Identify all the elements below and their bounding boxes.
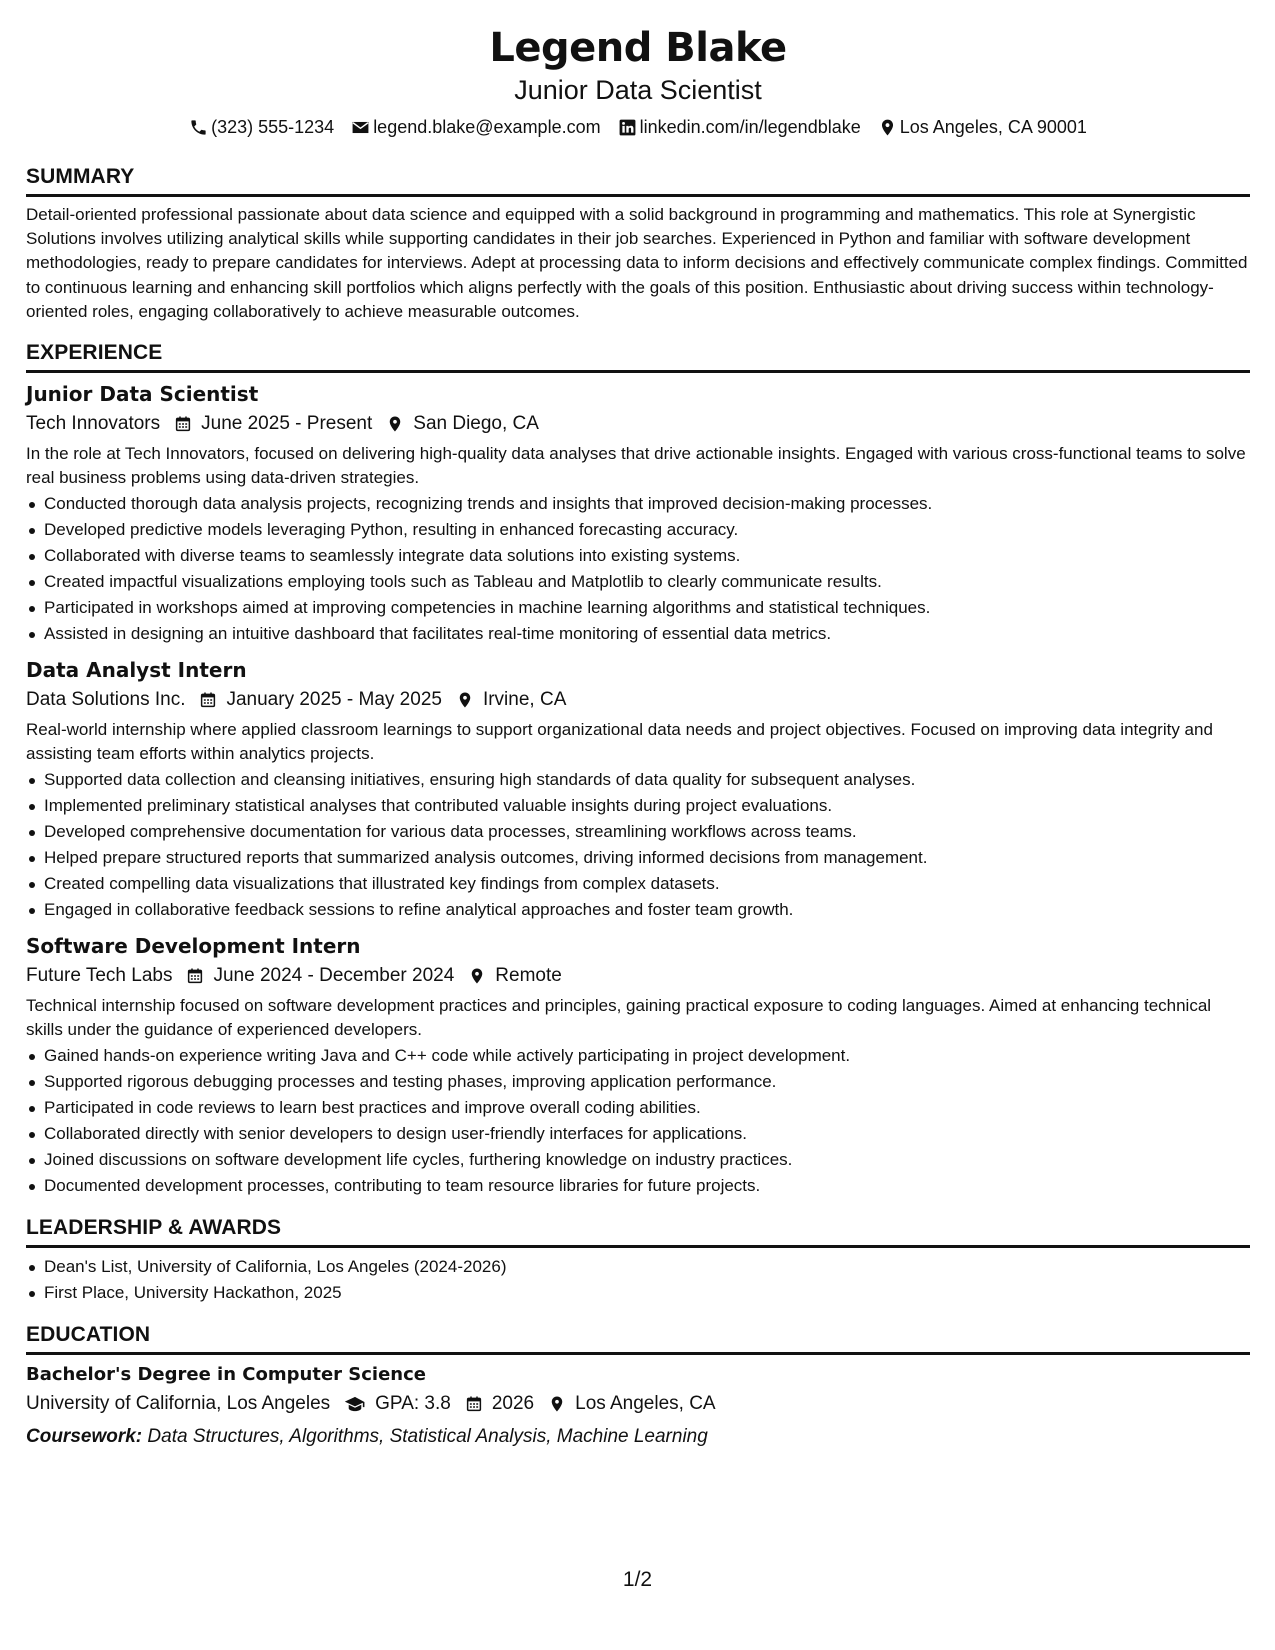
list-item: Participated in code reviews to learn best practices and improve overall coding abilities. [26, 1095, 1250, 1121]
list-item: Engaged in collaborative feedback sessions to refine analytical approaches and foster team growth. [26, 897, 1250, 923]
awards-list [26, 1254, 1250, 1306]
section-divider [26, 1245, 1250, 1248]
list-item: Participated in workshops aimed at improving competencies in machine learning algorithms and statistical techniques. [26, 595, 1250, 621]
job-description: In the role at Tech Innovators, focused on delivering high-quality data analyses that drive actionable insights. Engaged with various cross-functional teams to solve real business problems using data-driven strategies. [26, 444, 1246, 488]
coursework-list: Data Structures, Algorithms, Statistical Analysis, Machine Learning [147, 1426, 708, 1448]
candidate-name: Legend Blake [489, 25, 787, 71]
list-item: Created compelling data visualizations that illustrated key findings from complex datasets. [26, 871, 1250, 897]
list-item: Developed predictive models leveraging Python, resulting in enhanced forecasting accuracy. [26, 517, 1250, 543]
map-pin-icon [386, 415, 404, 433]
list-item: Gained hands-on experience writing Java and C++ code while actively participating in project development. [26, 1043, 1250, 1069]
school-name: University of California, Los Angeles [26, 1393, 331, 1415]
job-location: Irvine, CA [482, 689, 567, 711]
job-entry-2 [26, 655, 1250, 923]
contact-phone-text: (323) 555-1234 [211, 117, 335, 137]
list-item: Collaborated directly with senior developers to design user-friendly interfaces for applications. [26, 1121, 1250, 1147]
experience-section [26, 338, 1250, 1199]
leadership-section [26, 1213, 1250, 1306]
job-description: Technical internship focused on software development practices and principles, gaining practical exposure to coding languages. Aimed at enhancing technical skills under the guidance of experienced developers. [26, 996, 1212, 1040]
section-title-summary: SUMMARY [26, 165, 135, 188]
section-divider [26, 194, 1250, 197]
list-item: Helped prepare structured reports that summarized analysis outcomes, driving informed decisions from management. [26, 845, 1250, 871]
graduation-year: 2026 [491, 1393, 535, 1415]
job-title: Data Analyst Intern [26, 658, 247, 683]
list-item: Documented development processes, contributing to team resource libraries for future projects. [26, 1173, 1250, 1199]
section-divider [26, 370, 1250, 373]
job-bullets [26, 767, 1250, 923]
list-item: Joined discussions on software development life cycles, furthering knowledge on industry practices. [26, 1147, 1250, 1173]
map-pin-icon [548, 1395, 566, 1413]
section-divider [26, 1352, 1250, 1355]
graduation-cap-icon [344, 1395, 366, 1413]
coursework-label: Coursework: [26, 1426, 143, 1448]
list-item: Conducted thorough data analysis projects, recognizing trends and insights that improved decision-making processes. [26, 491, 1250, 517]
job-entry-1 [26, 379, 1250, 647]
job-title: Junior Data Scientist [26, 382, 259, 407]
coursework [26, 1422, 1250, 1452]
section-title-education: EDUCATION [26, 1323, 151, 1347]
envelope-icon [351, 118, 370, 137]
contact-location-text: Los Angeles, CA 90001 [899, 117, 1087, 137]
map-pin-icon [456, 691, 474, 709]
contact-linkedin[interactable] [618, 112, 861, 142]
contact-email[interactable] [351, 112, 600, 142]
job-bullets [26, 1043, 1250, 1199]
list-item: Dean's List, University of California, Los Angeles (2024-2026) [26, 1254, 1250, 1280]
education-location: Los Angeles, CA [575, 1393, 716, 1415]
calendar-icon [174, 415, 192, 433]
map-pin-icon [468, 967, 486, 985]
contact-linkedin-text[interactable]: linkedin.com/in/legendblake [639, 117, 861, 137]
job-title: Software Development Intern [26, 934, 361, 959]
list-item: Supported data collection and cleansing initiatives, ensuring high standards of data quality for subsequent analyses. [26, 767, 1250, 793]
section-title-leadership: LEADERSHIP & AWARDS [26, 1216, 282, 1240]
job-company: Data Solutions Inc. [26, 689, 186, 711]
list-item: Developed comprehensive documentation for various data processes, streamlining workflows across teams. [26, 819, 1250, 845]
resume-header [26, 22, 1250, 142]
contact-phone [189, 112, 334, 142]
job-dates: June 2025 - Present [201, 413, 373, 435]
candidate-role: Junior Data Scientist [514, 75, 762, 105]
contact-location [878, 112, 1087, 142]
job-location: San Diego, CA [413, 413, 539, 435]
summary-section [26, 162, 1250, 324]
list-item: First Place, University Hackathon, 2025 [26, 1280, 1250, 1306]
resume-page [26, 22, 1250, 1452]
list-item: Implemented preliminary statistical analyses that contributed valuable insights during project evaluations. [26, 793, 1250, 819]
education-meta [26, 1389, 1250, 1419]
education-section [26, 1320, 1250, 1452]
section-title-experience: EXPERIENCE [26, 341, 163, 365]
job-description: Real-world internship where applied classroom learnings to support organizational data needs and project objectives. Focused on improving data integrity and assisting team efforts within analytics projects. [26, 720, 1213, 764]
map-pin-icon [878, 118, 897, 137]
job-location: Remote [495, 965, 562, 987]
phone-icon [189, 118, 208, 137]
job-entry-3 [26, 931, 1250, 1199]
summary-text: Detail-oriented professional passionate about data science and equipped with a solid background in programming and mathematics. This role at Synergistic Solutions involves utilizing analytical skills while supporting candidates in their job searches. Experienced in Python and familiar with software development methodologies, ready to prepare candidates for interviews. Adept at processing data to inform decisions and effectively communicate complex findings. Committed to continuous learning and enhancing skill portfolios which aligns perfectly with the goals of this position. Enthusiastic about driving success within technology-oriented roles, engaging collaboratively to achieve measurable outcomes. [26, 205, 1248, 321]
job-dates: January 2025 - May 2025 [226, 689, 442, 711]
calendar-icon [199, 691, 217, 709]
degree-title: Bachelor's Degree in Computer Science [26, 1364, 426, 1386]
list-item: Supported rigorous debugging processes and testing phases, improving application performance. [26, 1069, 1250, 1095]
calendar-icon [465, 1395, 483, 1413]
job-meta [26, 409, 1250, 439]
calendar-icon [186, 967, 204, 985]
gpa-text: GPA: 3.8 [375, 1393, 451, 1415]
list-item: Collaborated with diverse teams to seamlessly integrate data solutions into existing systems. [26, 543, 1250, 569]
job-meta [26, 685, 1250, 715]
job-company: Future Tech Labs [26, 965, 173, 987]
contact-bar [26, 112, 1250, 142]
job-dates: June 2024 - December 2024 [213, 965, 455, 987]
job-meta [26, 961, 1250, 991]
job-bullets [26, 491, 1250, 647]
list-item: Created impactful visualizations employing tools such as Tableau and Matplotlib to clearly communicate results. [26, 569, 1250, 595]
contact-email-text[interactable]: legend.blake@example.com [373, 117, 601, 137]
linkedin-icon [618, 118, 637, 137]
page-number: 1/2 [622, 1568, 653, 1591]
list-item: Assisted in designing an intuitive dashboard that facilitates real-time monitoring of essential data metrics. [26, 621, 1250, 647]
job-company: Tech Innovators [26, 413, 161, 435]
